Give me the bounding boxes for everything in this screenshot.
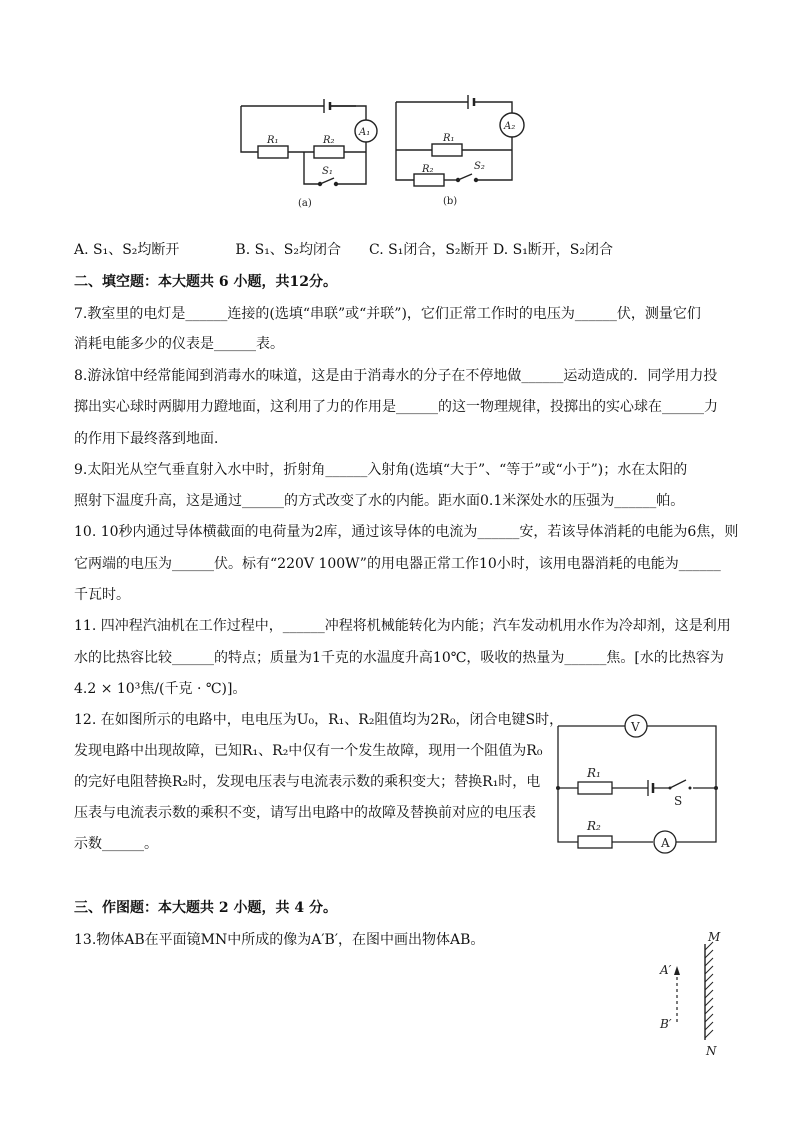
q7-line-1: 7.教室里的电灯是______连接的(选填“串联”或“并联”)，它们正常工作时的电压为______伏，测量它们 (74, 306, 701, 322)
caption-a: (a) (298, 198, 312, 209)
q12-line-3: 的完好电阻替换R₂时，发现电压表与电流表示数的乘积变大；替换R₁时，电 (74, 774, 541, 790)
q9-line-2: 照射下温度升高，这是通过______的方式改变了水的内能。距水面0.1米深处水的压强为______帕。 (74, 493, 685, 509)
label-b-r1: R₁ (443, 133, 455, 144)
label-b-ammeter: A₂ (504, 121, 516, 132)
q11-line-1: 11. 四冲程汽油机在工作过程中，______冲程将机械能转化为内能；汽车发动机用水作为冷却剂，这是利用 (74, 618, 731, 634)
q10-line-1: 10. 10秒内通过导体横截面的电荷量为2库，通过该导体的电流为______安，若该导体消耗的电能为6焦，则 (74, 524, 739, 540)
q8-line-1: 8.游泳馆中经常能闻到消毒水的味道，这是由于消毒水的分子在不停地做______运动造成的．同学用力投 (74, 368, 718, 384)
voltmeter-label: V (631, 720, 640, 734)
q10-line-2: 它两端的电压为______伏。标有“220V 100W”的用电器正常工作10小时，该用电器消耗的电能为______ (74, 556, 721, 572)
section-3-heading: 三、作图题：本大题共 2 小题，共 4 分。 (74, 900, 337, 916)
mirror-label-n: N (706, 1044, 717, 1058)
q6-options: A. S₁、S₂均断开 B. S₁、S₂均闭合 C. S₁闭合，S₂断开 D. S₁断开，S₂闭合 (74, 242, 614, 258)
q11-line-2: 水的比热容比较______的特点；质量为1千克的水温度升高10℃，吸收的热量为______焦。[水的比热容为 (74, 650, 724, 666)
q9-line-1: 9.太阳光从空气垂直射入水中时，折射角______入射角(选填“大于”、“等于”或“小于”)；水在太阳的 (74, 462, 688, 478)
label-a-switch: S₁ (322, 166, 333, 177)
ammeter-label: A (661, 836, 670, 850)
label-a-ammeter: A₁ (359, 127, 371, 138)
q8-line-3: 的作用下最终落到地面． (74, 431, 228, 447)
q12-line-1: 12. 在如图所示的电路中，电电压为U₀，R₁、R₂阻值均为2R₀，闭合电键S时， (74, 712, 564, 728)
section-2-heading: 二、填空题：本大题共 6 小题，共12分。 (74, 274, 337, 290)
circuit-figure-q12 (550, 708, 722, 860)
image-label-a-prime: A′ (660, 963, 672, 977)
label-a-r2: R₂ (323, 135, 335, 146)
label-r1: R₁ (587, 766, 601, 780)
label-b-r2: R₂ (422, 164, 434, 175)
image-label-b-prime: B′ (660, 1017, 672, 1031)
q11-line-3: 4.2 × 10³焦/(千克 · ℃)]。 (74, 681, 247, 697)
q12-line-4: 压表与电流表示数的乘积不变，请写出电路中的故障及替换前对应的电压表 (74, 805, 536, 821)
mirror-figure-q13 (650, 926, 730, 1062)
q8-line-2: 掷出实心球时两脚用力蹬地面，这利用了力的作用是______的这一物理规律，投掷出的实心球在______力 (74, 399, 718, 415)
q10-line-3: 千瓦时。 (74, 587, 130, 603)
mirror-label-m: M (708, 930, 721, 944)
circuit-figure-ab (236, 94, 556, 214)
caption-b: (b) (443, 196, 458, 207)
label-switch-s: S (674, 794, 683, 808)
q12-line-5: 示数______。 (74, 836, 158, 852)
label-b-switch: S₂ (474, 161, 485, 172)
q12-line-2: 发现电路中出现故障，已知R₁、R₂中仅有一个发生故障，现用一个阻值为R₀ (74, 743, 543, 759)
label-a-r1: R₁ (267, 135, 279, 146)
q13-text: 13.物体AB在平面镜MN中所成的像为A′B′，在图中画出物体AB。 (74, 932, 485, 948)
label-r2: R₂ (587, 819, 601, 833)
q7-line-2: 消耗电能多少的仪表是______表。 (74, 336, 284, 352)
